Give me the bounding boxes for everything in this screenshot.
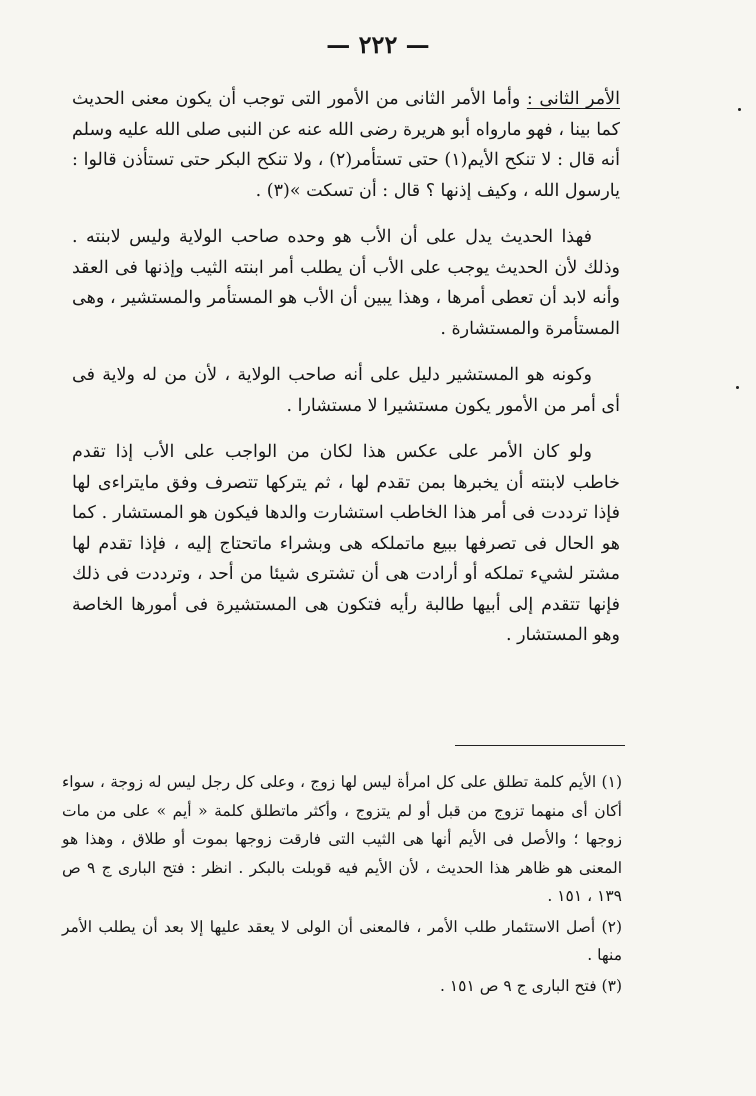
page-number: — ٢٢٢ —	[326, 30, 430, 59]
footnote-divider	[455, 745, 625, 746]
margin-mark	[738, 108, 741, 111]
paragraph-consultant-evidence: وكونه هو المستشير دليل على أنه صاحب الولاية ، لأن من له ولاية فى أى أمر من الأمور يكون مستشيرا لا مستشارا .	[72, 365, 620, 416]
paragraph-contrary-case: ولو كان الأمر على عكس هذا لكان من الواجب على الأب إذا تقدم خاطب لابنته أن يخبرها بمن تقدم لها ، ثم يتركها تتصرف وفق مايتراءى لها فإذا ترددت فى أمر هذا الخاطب استشارت والدها فيكون هو المستشار . كما هو الحال فى تصرفها ببيع ماتملكه هى وبشراء ماتحتاج إليه ، فإذا تقدم لها مشتر لشيء تملكه أو أرادت هى أن تشترى شيئا من أحد ، وترددت فى ذلك فإنها تتقدم إلى أبيها طالبة رأيه فتكون هى المستشيرة فى أمورها الخاصة وهو المستشار .	[72, 442, 620, 645]
main-text	[72, 84, 620, 667]
paragraph-father-guardianship: فهذا الحديث يدل على أن الأب هو وحده صاحب الولاية وليس لابنته . وذلك لأن الحديث يوجب على الأب أن يطلب أمر ابنته الثيب وإذنها فى العقد وأنه لابد أن تعطى أمرها ، وهذا يبين أن الأب هو المستأمر والمستشير ، وهى المستأمرة والمستشارة .	[72, 227, 620, 339]
footnote-1: (١) الأيم كلمة تطلق على كل امرأة ليس لها زوج ، وعلى كل رجل ليس له زوجة ، سواء أكان أى منهما تزوج من قبل أو لم يتزوج ، وأكثر ماتطلق كلمة « أيم » على من مات زوجها ؛ والأصل فى الأيم أنها هى الثيب التى فارقت زوجها بموت أو طلاق ، وهذا هو المعنى هو ظاهر هذا الحديث ، لأن الأيم فيه قوبلت بالبكر . انظر : فتح البارى ج ٩ ص ١٣٩ ، ١٥١ .	[62, 773, 622, 905]
footnotes	[62, 768, 622, 1002]
footnote-3: (٣) فتح البارى ج ٩ ص ١٥١ .	[439, 976, 622, 995]
margin-mark	[736, 386, 739, 389]
footnote-2: (٢) أصل الاستئمار طلب الأمر ، فالمعنى أن الولى لا يعقد عليها إلا بعد أن يطلب الأمر منها .	[62, 917, 622, 964]
paragraph-text: وأما الأمر الثانى من الأمور التى توجب أن يكون معنى الحديث كما بينا ، فهو مارواه أبو هريرة رضى الله عنه عن النبى صلى الله عليه وسلم أنه قال : لا تنكح الأيم(١) حتى تستأمر(٢) ، ولا تنكح البكر حتى تستأذن قالوا : يارسول الله ، وكيف إذنها ؟ قال : أن تسكت »(٣) .	[72, 89, 620, 201]
paragraph-second-matter	[72, 84, 620, 206]
topic-heading: الأمر الثانى :	[526, 89, 620, 109]
